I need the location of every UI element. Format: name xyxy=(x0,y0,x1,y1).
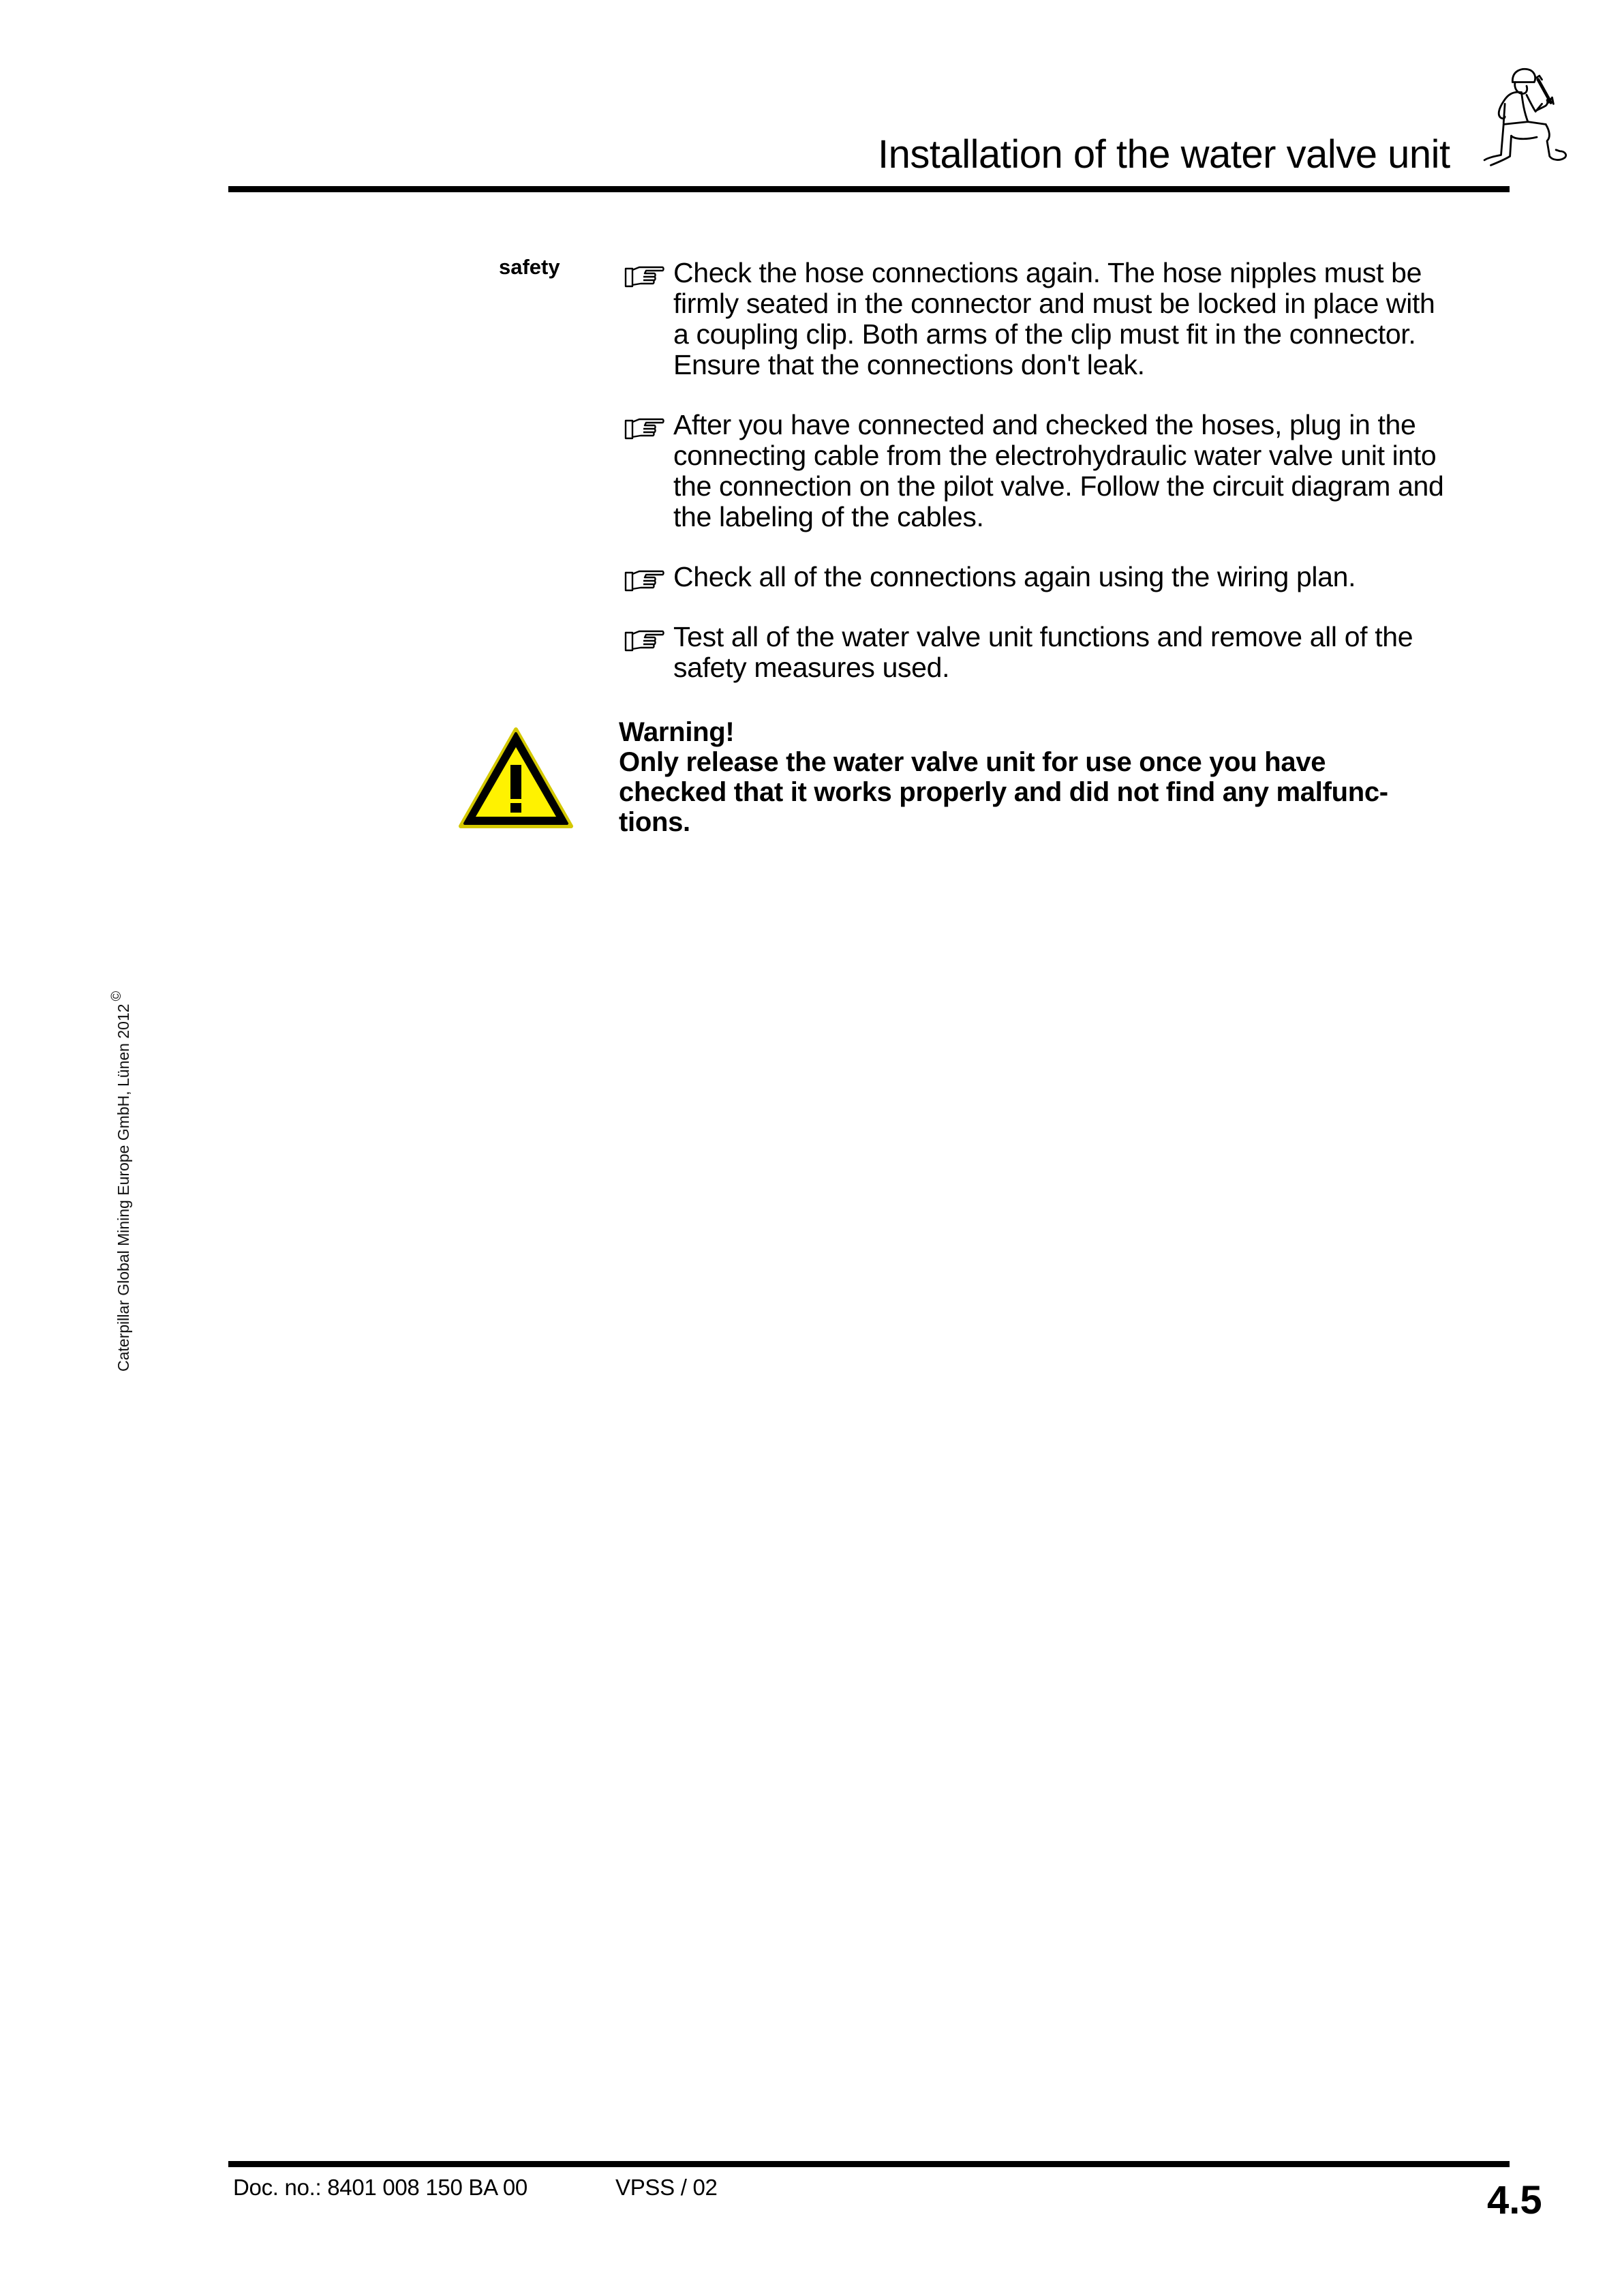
pointing-hand-icon xyxy=(624,265,665,288)
warning-text-line: tions. xyxy=(619,807,690,837)
header-rule xyxy=(228,186,1510,192)
page-title: Installation of the water valve unit xyxy=(878,132,1450,177)
instruction-step xyxy=(622,410,1521,532)
margin-label-safety: safety xyxy=(499,255,560,279)
page-number: 4.5 xyxy=(1487,2178,1542,2222)
step-text-line: Ensure that the connections don't leak. xyxy=(673,349,1145,380)
instruction-step xyxy=(622,622,1521,683)
warning-text xyxy=(619,717,1388,837)
document-number: Doc. no.: 8401 008 150 BA 00 xyxy=(233,2175,527,2200)
pointing-hand-icon xyxy=(624,629,665,652)
copyright-text: Caterpillar Global Mining Europe GmbH, Lünen 2012 xyxy=(114,1003,132,1372)
step-text-line: safety measures used. xyxy=(673,652,950,683)
instruction-list xyxy=(622,258,1521,712)
warning-text-line: checked that it works properly and did not find any malfunc- xyxy=(619,777,1388,807)
warning-text-line: Only release the water valve unit for use once you have xyxy=(619,747,1326,777)
warning-title: Warning! xyxy=(619,717,735,747)
instruction-step xyxy=(622,562,1521,592)
copyright-symbol: © xyxy=(109,991,124,1001)
copyright-notice xyxy=(109,991,134,1372)
warning-triangle-icon xyxy=(458,727,574,830)
pointing-hand-icon xyxy=(624,569,665,592)
step-text-line: the connection on the pilot valve. Follow the circuit diagram and xyxy=(673,470,1444,502)
instruction-step xyxy=(622,258,1521,380)
step-text-line: connecting cable from the electrohydraulic water valve unit into xyxy=(673,440,1437,471)
step-text-line: firmly seated in the connector and must be locked in place with xyxy=(673,288,1435,319)
step-text-line: Check all of the connections again using the wiring plan. xyxy=(673,561,1356,592)
step-text-line: After you have connected and checked the hoses, plug in the xyxy=(673,409,1416,440)
document-code: VPSS / 02 xyxy=(615,2175,718,2200)
footer-rule xyxy=(228,2161,1510,2167)
step-text-line: Test all of the water valve unit functions and remove all of the xyxy=(673,621,1413,652)
step-text-line: Check the hose connections again. The hose nipples must be xyxy=(673,257,1422,288)
step-text-line: the labeling of the cables. xyxy=(673,501,984,532)
pointing-hand-icon xyxy=(624,417,665,440)
step-text-line: a coupling clip. Both arms of the clip must fit in the connector. xyxy=(673,318,1416,350)
worker-with-wrench-icon xyxy=(1475,60,1578,176)
